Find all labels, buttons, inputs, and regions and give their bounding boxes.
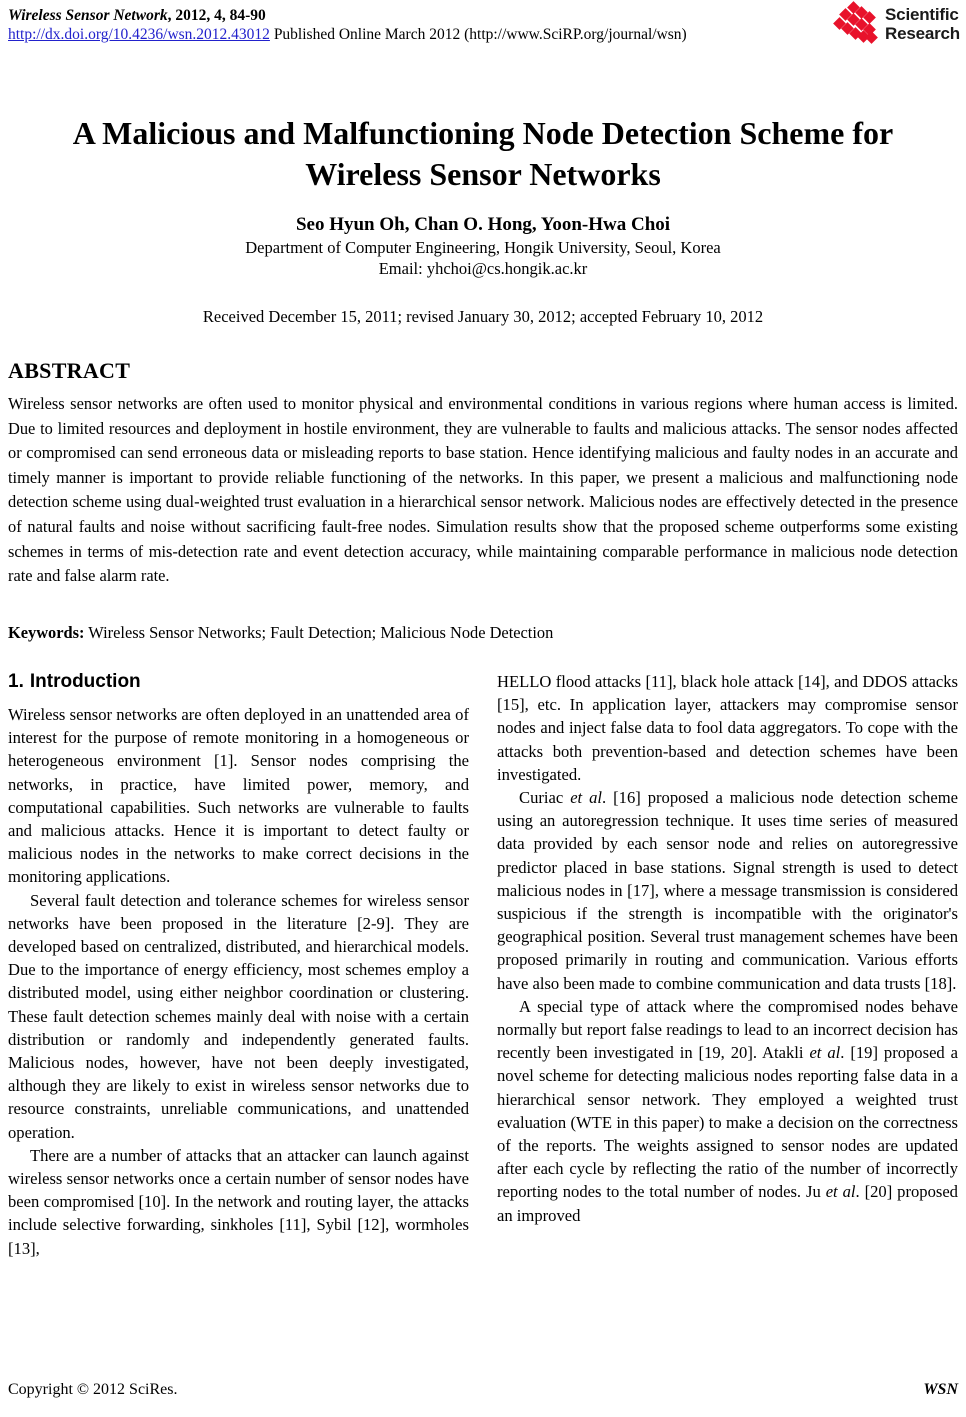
- right-paragraph-3-etal-1: et al: [809, 1043, 841, 1063]
- right-paragraph-2-pre: Curiac: [519, 788, 571, 808]
- right-column: [497, 670, 958, 1360]
- logo-line-research: Research: [885, 24, 960, 43]
- abstract-heading: ABSTRACT: [8, 358, 131, 383]
- journal-abbreviation: WSN: [923, 1381, 958, 1398]
- right-paragraph-3-pre: A special type of attack where the compromised nodes behave normally but report false readings to lead to an incorrect decision has recently been investigated in [19, 20]. Atakli: [497, 996, 958, 1063]
- right-paragraph-2-etal: et al: [570, 788, 603, 808]
- right-paragraph-3-mid: . [19] proposed a novel scheme for detecting malicious nodes reporting false data in a hierarchical sensor network. They employed a weighted trust evaluation (WTE in this paper) to make a decision on the correctness of the reports. The weights assigned to sensor nodes are updated after each cycle by reflecting the ratio of the number of incorrectly reporting nodes to the total number of nodes. Ju: [497, 1043, 959, 1202]
- publication-info: Published Online March 2012 (http://www.SciRP.org/journal/wsn): [269, 26, 687, 43]
- journal-citation-line: [8, 6, 838, 25]
- doi-and-publication-line: [8, 25, 838, 44]
- author-email: Email: yhchoi@cs.hongik.ac.kr: [378, 259, 588, 278]
- page-footer: [8, 1381, 958, 1399]
- right-paragraph-3-post: . [20] proposed an improved: [497, 1182, 958, 1225]
- journal-issue-info: , 2012, 4, 84-90: [167, 7, 266, 24]
- masthead: [8, 6, 838, 44]
- left-paragraph-1: Wireless sensor networks are often deployed in an unattended area of interest for the purpose of remote monitoring in a homogeneous or heterogeneous environment [1]. Sensor nodes comprising the networks, in practice, have limited power, memory, and computational capabilities. Such networks are vulnerable to faults and malicious attacks. Hence it is important to detect faulty or malicious nodes in the networks to make correct decisions in the monitoring applications.: [8, 705, 469, 887]
- journal-name: Wireless Sensor Network: [8, 7, 168, 24]
- logo-line-scientific: Scientific: [885, 5, 959, 24]
- left-paragraph-2: Several fault detection and tolerance schemes for wireless sensor networks have been proposed in the literature [2-9]. They are developed based on centralized, distributed, and hierarchical models. Due to the importance of energy efficiency, most schemes employ a distributed model, using either neighbor coordination or clustering. These fault detection schemes mainly deal with noise with a certain distribution or randomly and independently generated faults. Malicious nodes, however, have not been deeply investigated, although they are likely to exist in wireless sensor networks due to resource constraints, unreliable communications, and unattended operation.: [8, 890, 469, 1142]
- doi-link[interactable]: http://dx.doi.org/10.4236/wsn.2012.43012: [8, 26, 270, 43]
- keywords-label: Keywords:: [8, 623, 85, 642]
- author-block: [40, 212, 926, 327]
- submission-dates: Received December 15, 2011; revised January 30, 2012; accepted February 10, 2012: [202, 307, 764, 326]
- abstract-text: Wireless sensor networks are often used to monitor physical and environmental conditions in various regions where human access is limited. Due to limited resources and deployment in hostile environment, they are vulnerable to faults and malicious attacks. The sensor nodes affected or compromised can send erroneous data or misleading reports to base station. Hence identifying malicious and faulty nodes in an accurate and timely manner is important to provide reliable functioning of the networks. In this paper, we present a malicious and malfunctioning node detection scheme using dual-weighted trust evaluation in a hierarchical sensor network. Malicious nodes are effectively detected in the presence of natural faults and noise without sacrificing fault-free nodes. Simulation results show that the proposed scheme outperforms some existing schemes in terms of mis-detection rate and event detection accuracy, while maintaining comparable performance in malicious node detection rate and false alarm rate.: [8, 394, 958, 586]
- right-paragraph-3: [497, 995, 958, 1227]
- left-paragraph-3: There are a number of attacks that an attacker can launch against wireless sensor networks once a certain number of sensor nodes have been compromised [10]. In the network and routing layer, the attacks include selective forwarding, sinkholes [11], Sybil [12], wormholes [13],: [8, 1145, 469, 1258]
- body-columns: [8, 670, 958, 1360]
- author-affiliation: Department of Computer Engineering, Hongik University, Seoul, Korea: [245, 238, 721, 257]
- section-heading-introduction: [8, 670, 469, 694]
- right-paragraph-1: HELLO flood attacks [11], black hole attack [14], and DDOS attacks [15], etc. In application layer, attackers may compromise sensor nodes and inject false data to fool data aggregators. To cope with the attacks both prevention-based and detection schemes have been investigated.: [497, 672, 958, 784]
- author-names: Seo Hyun Oh, Chan O. Hong, Yoon-Hwa Choi: [295, 214, 671, 235]
- scientific-research-logo: [835, 2, 960, 46]
- diamond-cluster-icon: [835, 2, 881, 46]
- copyright-notice: Copyright © 2012 SciRes.: [8, 1381, 178, 1398]
- section-title: Introduction: [29, 671, 141, 692]
- section-number: 1.: [8, 671, 24, 692]
- right-paragraph-2-post: . [16] proposed a malicious node detection scheme using an autoregression technique. It uses time series of measured data provided by each sensor node and relies on autoregressive predictor placed in base stations. Signal strength is used to detect malicious nodes in [17], where a message transmission is considered suspicious if the strength is incompatible with the originator's geographical position. Several trust management schemes have been proposed primarily in routing and communication. Various efforts have also been made to combine communication and data trusts [18].: [497, 788, 959, 993]
- paper-title: A Malicious and Malfunctioning Node Detection Scheme for Wireless Sensor Networks: [72, 115, 894, 193]
- logo-wordmark: [885, 5, 960, 43]
- right-paragraph-3-etal-2: et al: [825, 1182, 856, 1202]
- keywords-line: [8, 622, 958, 644]
- left-column: [8, 670, 469, 1360]
- keywords-values: Wireless Sensor Networks; Fault Detection; Malicious Node Detection: [84, 623, 554, 642]
- right-paragraph-2: [497, 786, 958, 995]
